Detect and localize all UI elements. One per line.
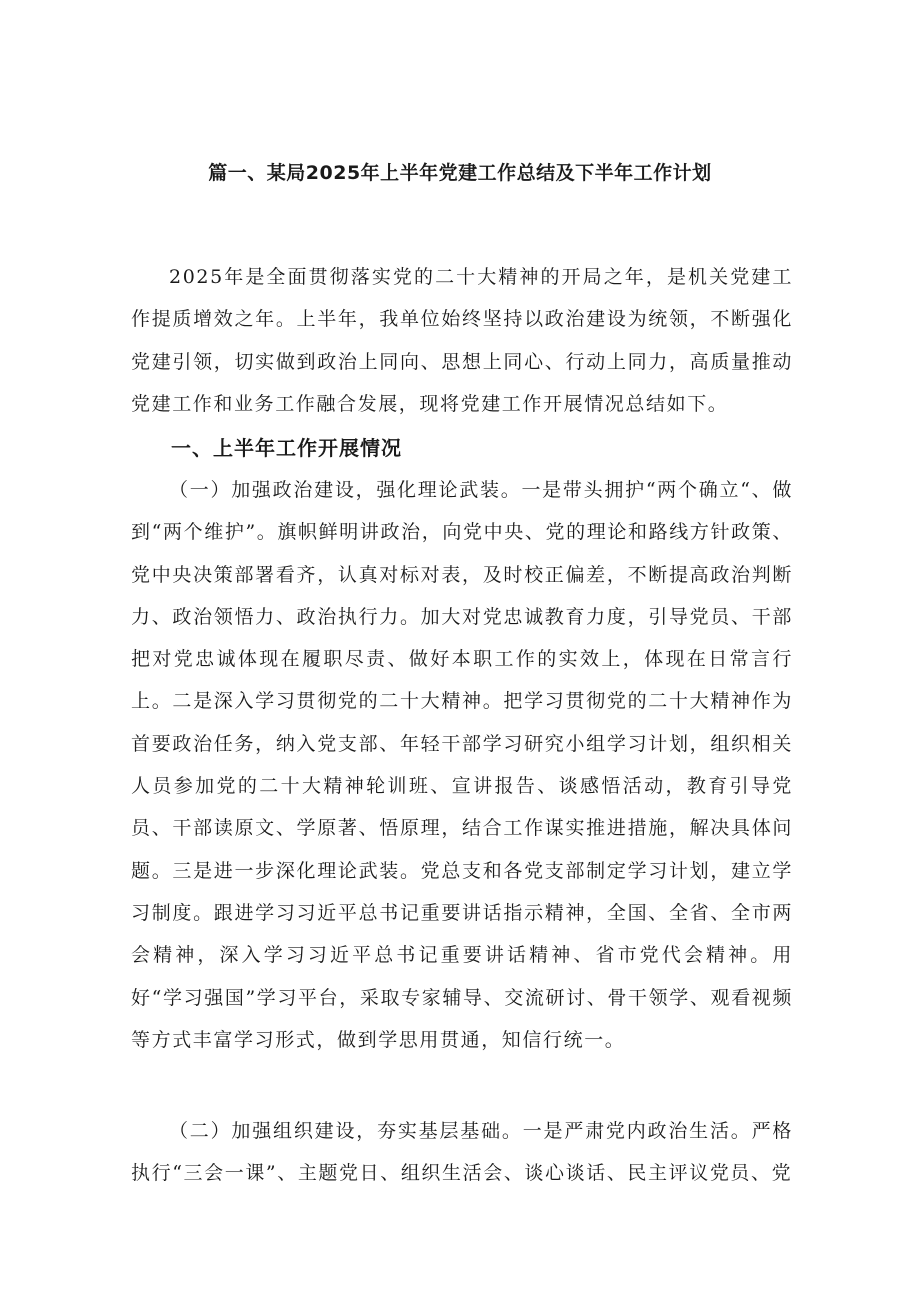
body-paragraph-organization-building: （二）加强组织建设，夯实基层基础。一是严肃党内政治生活。严格执行“三会一课”、主题党日、组织生活会、谈心谈话、民主评议党员、党 — [131, 1120, 793, 1185]
section-heading: 一、上半年工作开展情况 — [171, 436, 402, 460]
body-paragraph-political-building: （一）加强政治建设，强化理论武装。一是带头拥护“两个确立“、做到“两个维护”。旗帜鲜明讲政治，向党中央、党的理论和路线方针政策、党中央决策部署看齐，认真对标对表，及时校正偏差，不断提高政治判断力、政治领悟力、政治执行力。加大对党忠诚教育力度，引导党员、干部把对党忠诚体现在履职尽责、做好本职工作的实效上，体现在日常言行上。二是深入学习贯彻党的二十大精神。把学习贯彻党的二十大精神作为首要政治任务，纳入党支部、年轻干部学习研究小组学习计划，组织相关人员参加党的二十大精神轮训班、宣讲报告、谈感悟活动，教育引导党员、干部读原文、学原著、悟原理，结合工作谋实推进措施，解决具体问题。三是进一步深化理论武装。党总支和各党支部制定学习计划，建立学习制度。跟进学习习近平总书记重要讲话指示精神，全国、全省、全市两会精神，深入学习习近平总书记重要讲话精神、省市党代会精神。用好“学习强国”学习平台，采取专家辅导、交流研讨、骨干领学、观看视频等方式丰富学习形式，做到学思用贯通，知信行统一。 — [131, 479, 793, 1051]
intro-paragraph: 2025年是全面贯彻落实党的二十大精神的开局之年，是机关党建工作提质增效之年。上半年，我单位始终坚持以政治建设为统领，不断强化党建引领，切实做到政治上同向、思想上同心、行动上同力，高质量推动党建工作和业务工作融合发展，现将党建工作开展情况总结如下。 — [131, 266, 793, 415]
document-title: 篇一、某局2025年上半年党建工作总结及下半年工作计划 — [208, 162, 712, 184]
